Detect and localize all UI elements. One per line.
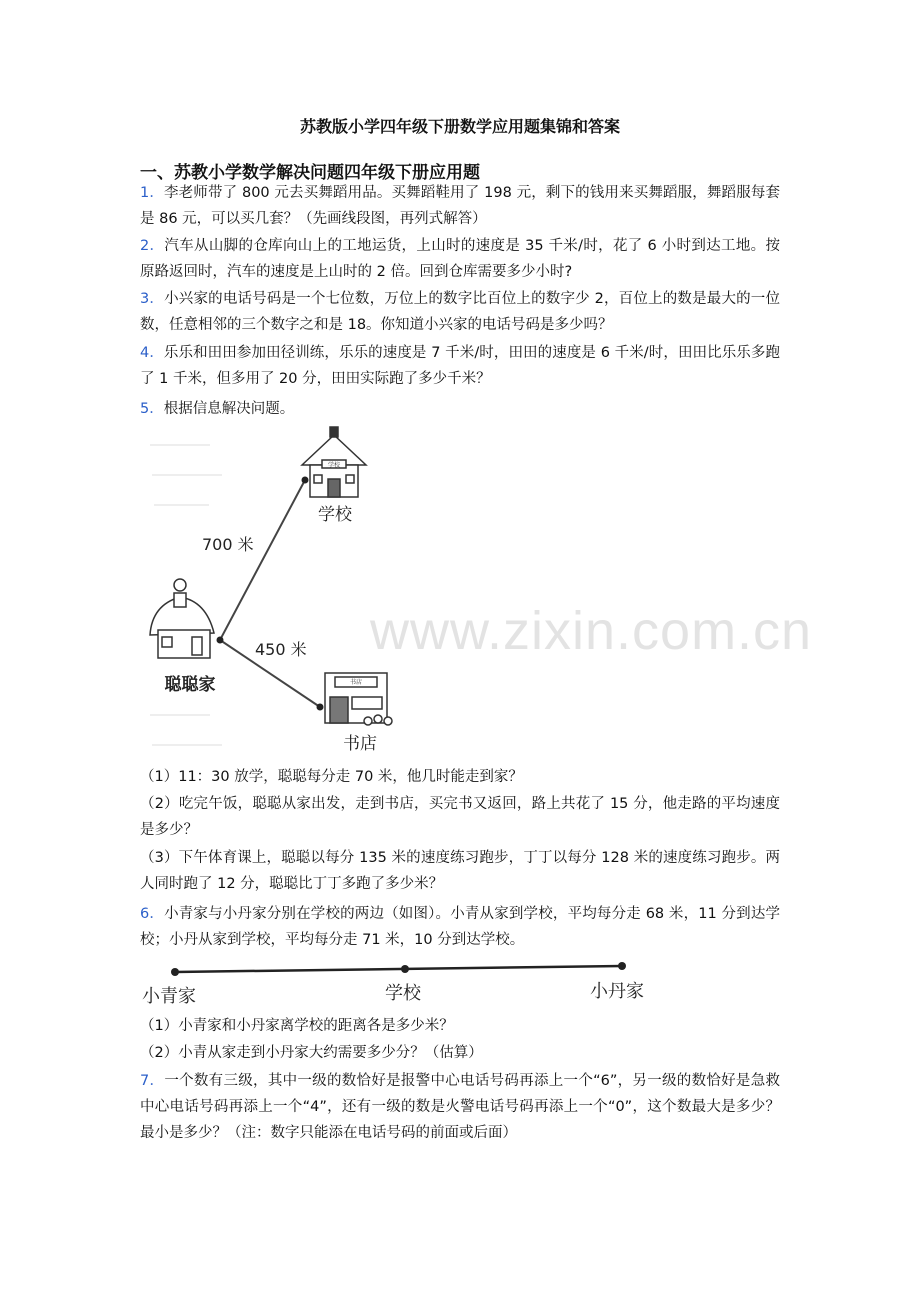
map-figure	[140, 425, 440, 760]
problem-6	[140, 901, 780, 953]
distance-bookstore-label: 450 米	[255, 640, 307, 659]
problem-text: 根据信息解决问题。	[163, 401, 295, 417]
school-dot	[401, 965, 409, 973]
school-label: 学校	[385, 983, 421, 1004]
problem-number: 2．	[140, 238, 165, 254]
route-line-school	[220, 480, 305, 640]
problem-number: 5．	[140, 401, 164, 417]
problem-5-q2: （2）吃完午饭，聪聪从家出发，走到书店，买完书又返回，路上共花了 15 分，他走路的平均速度是多少？	[140, 796, 780, 838]
watermark: www.zixin.com.cn	[370, 601, 813, 661]
problem-4	[140, 340, 780, 392]
problem-text: 小兴家的电话号码是一个七位数，万位上的数字比百位上的数字少 2，百位上的数是最大的一位数，任意相邻的三个数字之和是 18。你知道小兴家的电话号码是多少吗？	[140, 291, 780, 333]
xiaoqing-dot	[171, 968, 179, 976]
problem-3	[140, 286, 780, 338]
xiaodan-dot	[618, 962, 626, 970]
problem-5-q3: （3）下午体育课上，聪聪以每分 135 米的速度练习跑步，丁丁以每分 128 米的速度练习跑步。两人同时跑了 12 分，聪聪比丁丁多跑了多少米？	[140, 850, 780, 892]
problem-7	[140, 1068, 780, 1146]
problem-number: 6．	[140, 906, 165, 922]
problem-6-q1: （1）小青家和小丹家离学校的距离各是多少米？	[140, 1018, 454, 1034]
problem-text: 小青家与小丹家分别在学校的两边（如图）。小青从家到学校，平均每分走 68 米，11 分到达学校；小丹从家到学校，平均每分走 71 米，10 分到达学校。	[140, 906, 780, 948]
problem-5-q1: （1）11：30 放学，聪聪每分走 70 米，他几时能走到家？	[140, 769, 523, 785]
problem-number: 7．	[140, 1073, 165, 1089]
problem-5	[140, 396, 780, 422]
home-label: 聪聪家	[164, 675, 216, 695]
house-icon	[150, 579, 214, 658]
problem-text: 乐乐和田田参加田径训练，乐乐的速度是 7 千米/时，田田的速度是 6 千米/时，田田比乐乐多跑了 1 千米，但多用了 20 分，田田实际跑了多少千米？	[140, 345, 780, 387]
problem-1	[140, 180, 780, 232]
bookstore-sign-label: 书店	[349, 679, 363, 686]
problem-number: 4．	[140, 345, 164, 361]
line-diagram	[140, 955, 680, 1010]
school-sign-label: 学校	[327, 462, 341, 469]
xiaoqing-label: 小青家	[142, 986, 196, 1007]
home-dot	[217, 637, 224, 644]
xiaodan-label: 小丹家	[590, 981, 644, 1002]
problem-2	[140, 233, 780, 285]
distance-school-label: 700 米	[202, 535, 254, 554]
school-label: 学校	[318, 505, 352, 525]
school-dot	[302, 477, 309, 484]
problem-6-q2: （2）小青从家走到小丹家大约需要多少分？（估算）	[140, 1045, 483, 1061]
problem-text: 李老师带了 800 元去买舞蹈用品。买舞蹈鞋用了 198 元，剩下的钱用来买舞蹈服，舞蹈服每套是 86 元，可以买几套？（先画线段图，再列式解答）	[140, 185, 780, 227]
problem-number: 1．	[140, 185, 165, 201]
document-title: 苏教版小学四年级下册数学应用题集锦和答案	[299, 117, 620, 136]
bookstore-label: 书店	[343, 734, 377, 754]
section-heading: 一、苏教小学数学解决问题四年级下册应用题	[140, 163, 480, 183]
bookstore-dot	[317, 704, 324, 711]
problem-text: 汽车从山脚的仓库向山上的工地运货，上山时的速度是 35 千米/时，花了 6 小时到达工地。按原路返回时，汽车的速度是上山时的 2 倍。回到仓库需要多少小时?	[140, 238, 780, 280]
segment-line	[175, 966, 622, 972]
problem-number: 3．	[140, 291, 165, 307]
problem-text: 一个数有三级，其中一级的数恰好是报警中心电话号码再添上一个“6”，另一级的数恰好是急救中心电话号码再添上一个“4”，还有一级的数是火警电话号码再添上一个“0”，这个数最大是多少？最小是多少？（注：数字只能添在电话号码的前面或后面）	[140, 1073, 781, 1141]
